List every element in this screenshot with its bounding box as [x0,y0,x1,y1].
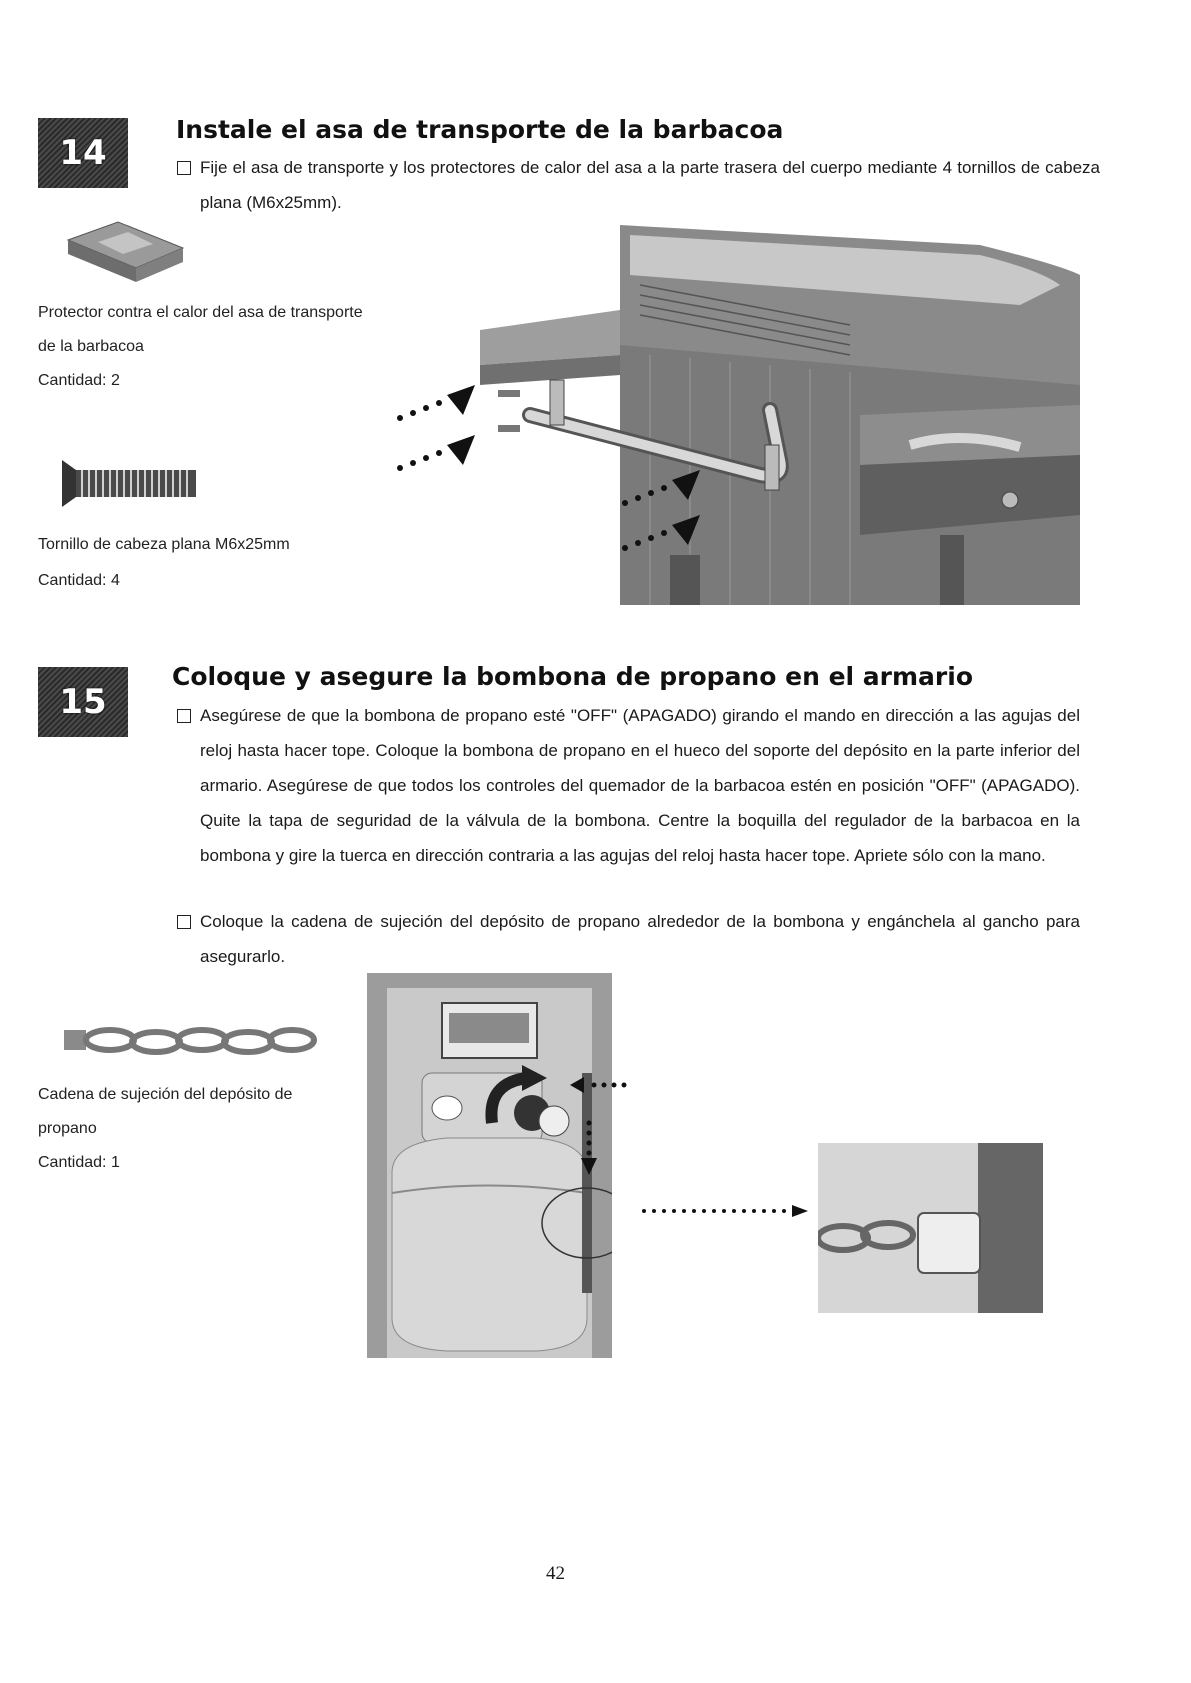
arrow-icon [620,510,710,560]
chain-hook-detail-illustration [818,1143,1043,1313]
step-15-number: 15 [59,682,107,722]
chain-image [62,1012,322,1072]
step-14-number-badge [38,118,128,188]
arrow-icon [570,1075,630,1095]
chain-quantity: Cantidad: 1 [38,1154,120,1171]
heat-protector-quantity: Cantidad: 2 [38,372,120,389]
checkbox-icon [177,161,191,175]
checkbox-icon [177,915,191,929]
step-15-instruction-2: Coloque la cadena de sujeción del depósito de propano alrededor de la bombona y engánchela al gancho para asegurarlo. [200,912,1080,966]
screw-image [62,455,202,510]
propane-tank-cabinet-illustration [367,973,612,1358]
screw-label: Tornillo de cabeza plana M6x25mm [38,536,290,553]
arrow-icon [395,430,485,480]
heat-protector-label-line2: de la barbacoa [38,338,144,355]
arrow-icon [395,380,485,430]
step-14-instruction: Fije el asa de transporte y los protectores de calor del asa a la parte trasera del cuerpo mediante 4 tornillos de cabeza plana (M6x25mm). [200,158,1100,212]
chain-label-line2: propano [38,1120,97,1137]
arrow-icon [620,465,710,515]
heat-protector-image [58,210,198,290]
arrow-icon [640,1204,810,1218]
checkbox-icon [177,709,191,723]
screw-quantity: Cantidad: 4 [38,572,120,589]
page-number: 42 [546,1563,565,1584]
grill-handle-illustration [420,215,1080,605]
step-15-title: Coloque y asegure la bombona de propano en el armario [172,662,973,691]
step-15-number-badge [38,667,128,737]
step-15-instruction-1: Asegúrese de que la bombona de propano esté "OFF" (APAGADO) girando el mando en dirección a las agujas del reloj hasta hacer tope. Coloque la bombona de propano en el hueco del soporte del depósito en la parte inferior del armario. Asegúrese de que todos los controles del quemador de la barbacoa estén en posición "OFF" (APAGADO). Quite la tapa de seguridad de la válvula de la bombona. Centre la boquilla del regulador de la barbacoa en la bombona y gire la tuerca en dirección contraria a las agujas del reloj hasta hacer tope. Apriete sólo con la mano. [200,706,1080,865]
heat-protector-label-line1: Protector contra el calor del asa de transporte [38,304,363,321]
step-14-title: Instale el asa de transporte de la barbacoa [176,115,784,144]
step-14-number: 14 [59,133,107,173]
chain-label-line1: Cadena de sujeción del depósito de [38,1086,293,1103]
